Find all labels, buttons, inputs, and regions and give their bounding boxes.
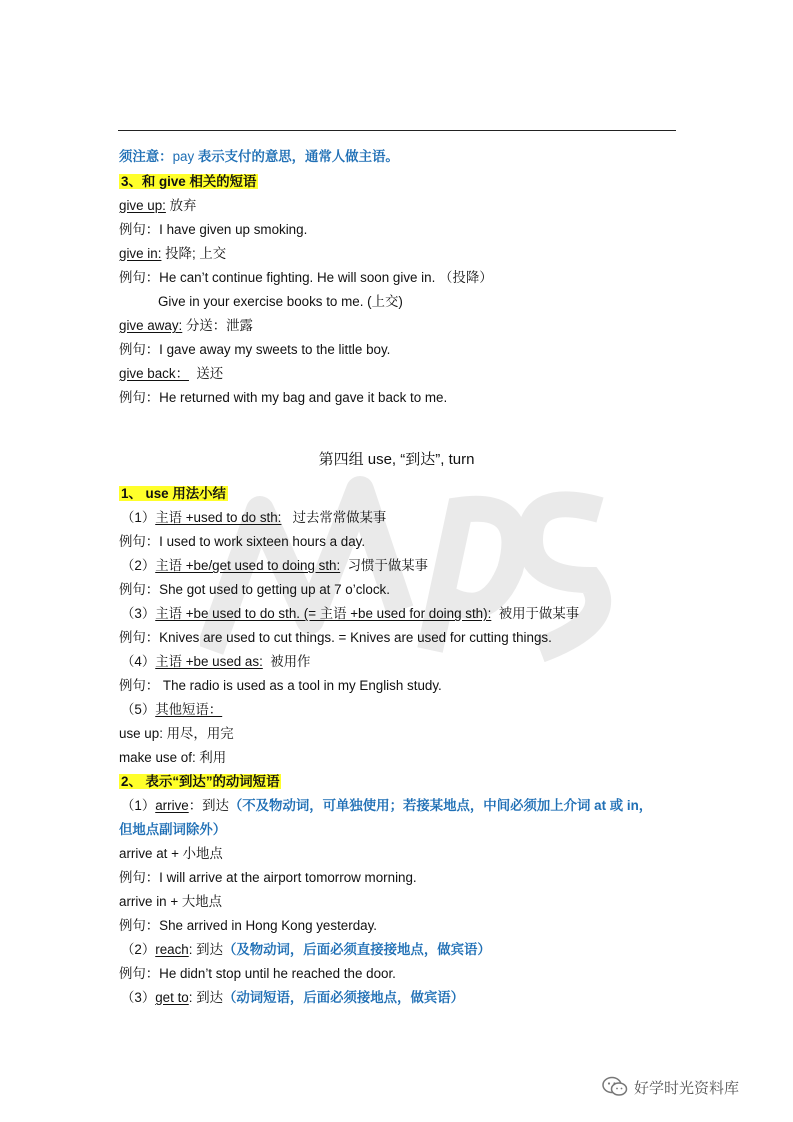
- arrive-line: [121, 797, 652, 815]
- give-in-phrase: give in:: [119, 246, 162, 261]
- example-text: I gave away my sweets to the little boy.: [159, 342, 391, 357]
- reach-example: [119, 965, 396, 983]
- example-label: 例句：: [119, 918, 160, 933]
- example-label: 例句：: [119, 222, 160, 237]
- use-3-line: [121, 605, 579, 623]
- arrive-in-line: arrive in + 大地点: [119, 894, 223, 909]
- arrive-section-title: 2、 表示“到达”的动词短语: [121, 774, 280, 789]
- give-in-line: [119, 245, 226, 263]
- example-label: 例句：: [119, 342, 160, 357]
- use-1-meaning: 过去常常做某事: [292, 510, 387, 525]
- use-1-pattern: 主语 +used to do sth:: [155, 510, 282, 525]
- give-up-meaning: 放弃: [169, 198, 197, 213]
- section-3-title: 3、和 give 相关的短语: [121, 174, 257, 189]
- example-label: 例句：: [119, 582, 160, 597]
- use-5-item-1: use up: 用尽，用完: [119, 726, 234, 741]
- reach-word: reach: [155, 942, 189, 957]
- note-line: [119, 148, 399, 166]
- group-title: 第四组 use, “到达”, turn: [318, 451, 475, 468]
- wechat-icon: [602, 1076, 628, 1098]
- arrive-note-2: 但地点副词除外）: [119, 822, 227, 837]
- give-away-phrase: give away:: [119, 318, 183, 333]
- use-4-pattern: 主语 +be used as:: [155, 654, 263, 669]
- use-4-line: [121, 653, 310, 671]
- give-back-example: [119, 389, 447, 407]
- use-section-title: 1、 use 用法小结: [121, 486, 226, 501]
- give-in-meaning: 投降; 上交: [165, 246, 227, 261]
- top-rule: [118, 130, 676, 131]
- give-away-example: [119, 341, 390, 359]
- use-section-heading: [119, 485, 228, 503]
- example-text: I have given up smoking.: [159, 222, 308, 237]
- arrive-at-line: arrive at + 小地点: [119, 846, 223, 861]
- item-number: （1）: [121, 798, 156, 813]
- give-back-phrase: give back：: [119, 366, 189, 381]
- example-text: Knives are used to cut things. = Knives are used for cutting things.: [159, 630, 552, 645]
- note-prefix: 须注意：: [119, 149, 173, 164]
- item-number: （2）: [121, 942, 156, 957]
- use-2-meaning: 习惯于做某事: [347, 558, 429, 573]
- arrive-section-heading: [119, 773, 281, 791]
- use-3-pattern: 主语 +be used to do sth. (= 主语 +be used for doing sth):: [155, 606, 492, 621]
- example-label: 例句：: [119, 870, 160, 885]
- arrive-colon: ：到达: [188, 798, 229, 813]
- use-4-meaning: 被用作: [270, 654, 311, 669]
- example-text: The radio is used as a tool in my English study.: [159, 678, 442, 693]
- item-number: （2）: [121, 558, 156, 573]
- use-2-line: [121, 557, 428, 575]
- use-2-example: [119, 581, 390, 599]
- give-in-example-2: [158, 293, 403, 311]
- arrive-at-example: [119, 869, 417, 887]
- give-back-meaning: 送还: [196, 366, 224, 381]
- get-to-line: [121, 989, 464, 1007]
- arrive-note-1: （不及物动词，可单独使用；若接某地点，中间必须加上介词 at 或 in，: [228, 798, 653, 813]
- arrive-word: arrive: [155, 798, 189, 813]
- use-5-item-2: make use of: 利用: [119, 750, 227, 765]
- use-1-example: [119, 533, 365, 551]
- give-up-phrase: give up:: [119, 198, 166, 213]
- example-text: She got used to getting up at 7 o’clock.: [159, 582, 390, 597]
- give-back-line: [119, 365, 223, 383]
- get-to-note: （动词短语，后面必须接地点，做宾语）: [222, 990, 465, 1005]
- footer-brand: [602, 1076, 739, 1098]
- note-text: 表示支付的意思，通常人做主语。: [194, 149, 399, 164]
- use-1-line: [121, 509, 386, 527]
- item-number: （3）: [121, 990, 156, 1005]
- reach-note: （及物动词，后面必须直接接地点，做宾语）: [222, 942, 491, 957]
- item-number: （4）: [121, 654, 156, 669]
- example-label: 例句：: [119, 678, 160, 693]
- example-text: He can’t continue fighting. He will soon give in. （投降）: [159, 270, 493, 285]
- use-4-example: [119, 677, 442, 695]
- item-number: （3）: [121, 606, 156, 621]
- get-to-colon: : 到达: [188, 990, 223, 1005]
- give-up-line: [119, 197, 196, 215]
- use-3-example: [119, 629, 552, 647]
- reach-line: [121, 941, 491, 959]
- example-text: He didn’t stop until he reached the door.: [159, 966, 396, 981]
- use-2-pattern: 主语 +be/get used to doing sth:: [155, 558, 341, 573]
- example-label: 例句：: [119, 534, 160, 549]
- use-3-meaning: 被用于做某事: [498, 606, 580, 621]
- example-text: I used to work sixteen hours a day.: [159, 534, 366, 549]
- example-label: 例句：: [119, 966, 160, 981]
- example-text: She arrived in Hong Kong yesterday.: [159, 918, 378, 933]
- item-number: （1）: [121, 510, 156, 525]
- example-label: 例句：: [119, 630, 160, 645]
- give-in-example-1: [119, 269, 493, 287]
- give-up-example: [119, 221, 307, 239]
- give-away-meaning: 分送：泄露: [186, 318, 253, 333]
- example-text: He returned with my bag and gave it back to me.: [159, 390, 448, 405]
- note-word: pay: [172, 149, 195, 164]
- example-text: Give in your exercise books to me. (上交): [158, 294, 403, 309]
- example-label: 例句：: [119, 270, 160, 285]
- footer-text: 好学时光资料库: [634, 1079, 740, 1097]
- reach-colon: : 到达: [188, 942, 223, 957]
- example-label: 例句：: [119, 390, 160, 405]
- use-5-pattern: 其他短语：: [155, 702, 223, 717]
- get-to-word: get to: [155, 990, 189, 1005]
- arrive-in-example: [119, 917, 377, 935]
- example-text: I will arrive at the airport tomorrow morning.: [159, 870, 417, 885]
- section-3-heading: [119, 173, 258, 191]
- use-5-line: [121, 701, 222, 719]
- give-away-line: [119, 317, 253, 335]
- item-number: （5）: [121, 702, 156, 717]
- arrive-note-line-2: [119, 821, 226, 839]
